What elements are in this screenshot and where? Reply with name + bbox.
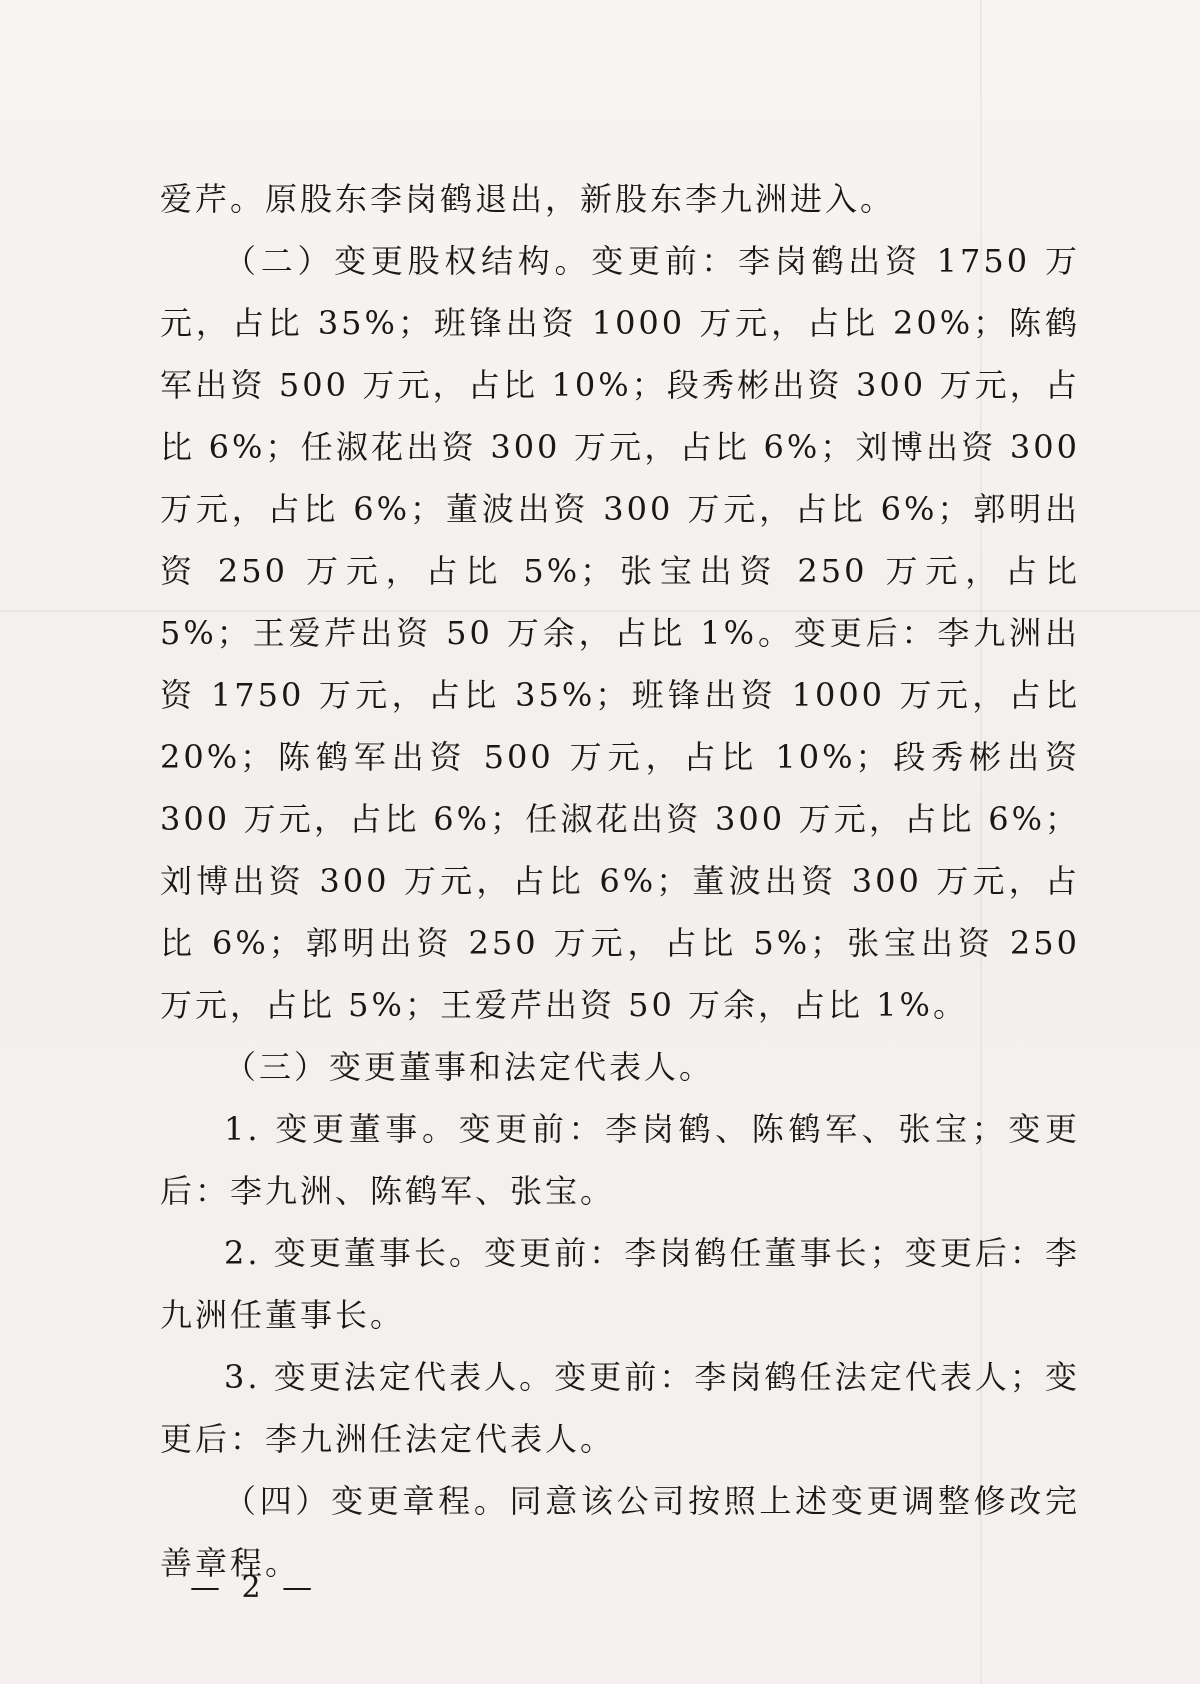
document-body: [160, 168, 1080, 1594]
paragraph-change-articles: （四）变更章程。同意该公司按照上述变更调整修改完善章程。: [160, 1482, 1080, 1582]
paragraph-equity-structure: （二）变更股权结构。变更前：李岗鹤出资 1750 万元，占比 35%；班锋出资 1000 万元，占比 20%；陈鹤军出资 500 万元，占比 10%；段秀彬出资 300 万元，占比 6%；任淑花出资 300 万元，占比 6%；刘博出资 300 万元，占比 6%；董波出资 300 万元，占比 6%；郭明出资 250 万元，占比 5%；张宝出资 250 万元，占比 5%；王爱芹出资 50 万余，占比 1%。变更后：李九洲出资 1750 万元，占比 35%；班锋出资 1000 万元，占比 20%；陈鹤军出资 500 万元，占比 10%；段秀彬出资 300 万元，占比 6%；任淑花出资 300 万元，占比 6%；刘博出资 300 万元，占比 6%；董波出资 300 万元，占比 6%；郭明出资 250 万元，占比 5%；张宝出资 250 万元，占比 5%；王爱芹出资 50 万余，占比 1%。: [160, 242, 1080, 1024]
paragraph-directors-heading: （三）变更董事和法定代表人。: [224, 1048, 715, 1086]
page-number: — 2 —: [190, 1570, 319, 1605]
paragraph-continuation: 爱芹。原股东李岗鹤退出，新股东李九洲进入。: [160, 180, 896, 218]
paragraph-change-legal-rep: 3. 变更法定代表人。变更前：李岗鹤任法定代表人；变更后：李九洲任法定代表人。: [160, 1358, 1080, 1458]
paragraph-change-directors: 1. 变更董事。变更前：李岗鹤、陈鹤军、张宝；变更后：李九洲、陈鹤军、张宝。: [160, 1110, 1080, 1210]
paragraph-change-chairman: 2. 变更董事长。变更前：李岗鹤任董事长；变更后：李九洲任董事长。: [160, 1234, 1080, 1334]
